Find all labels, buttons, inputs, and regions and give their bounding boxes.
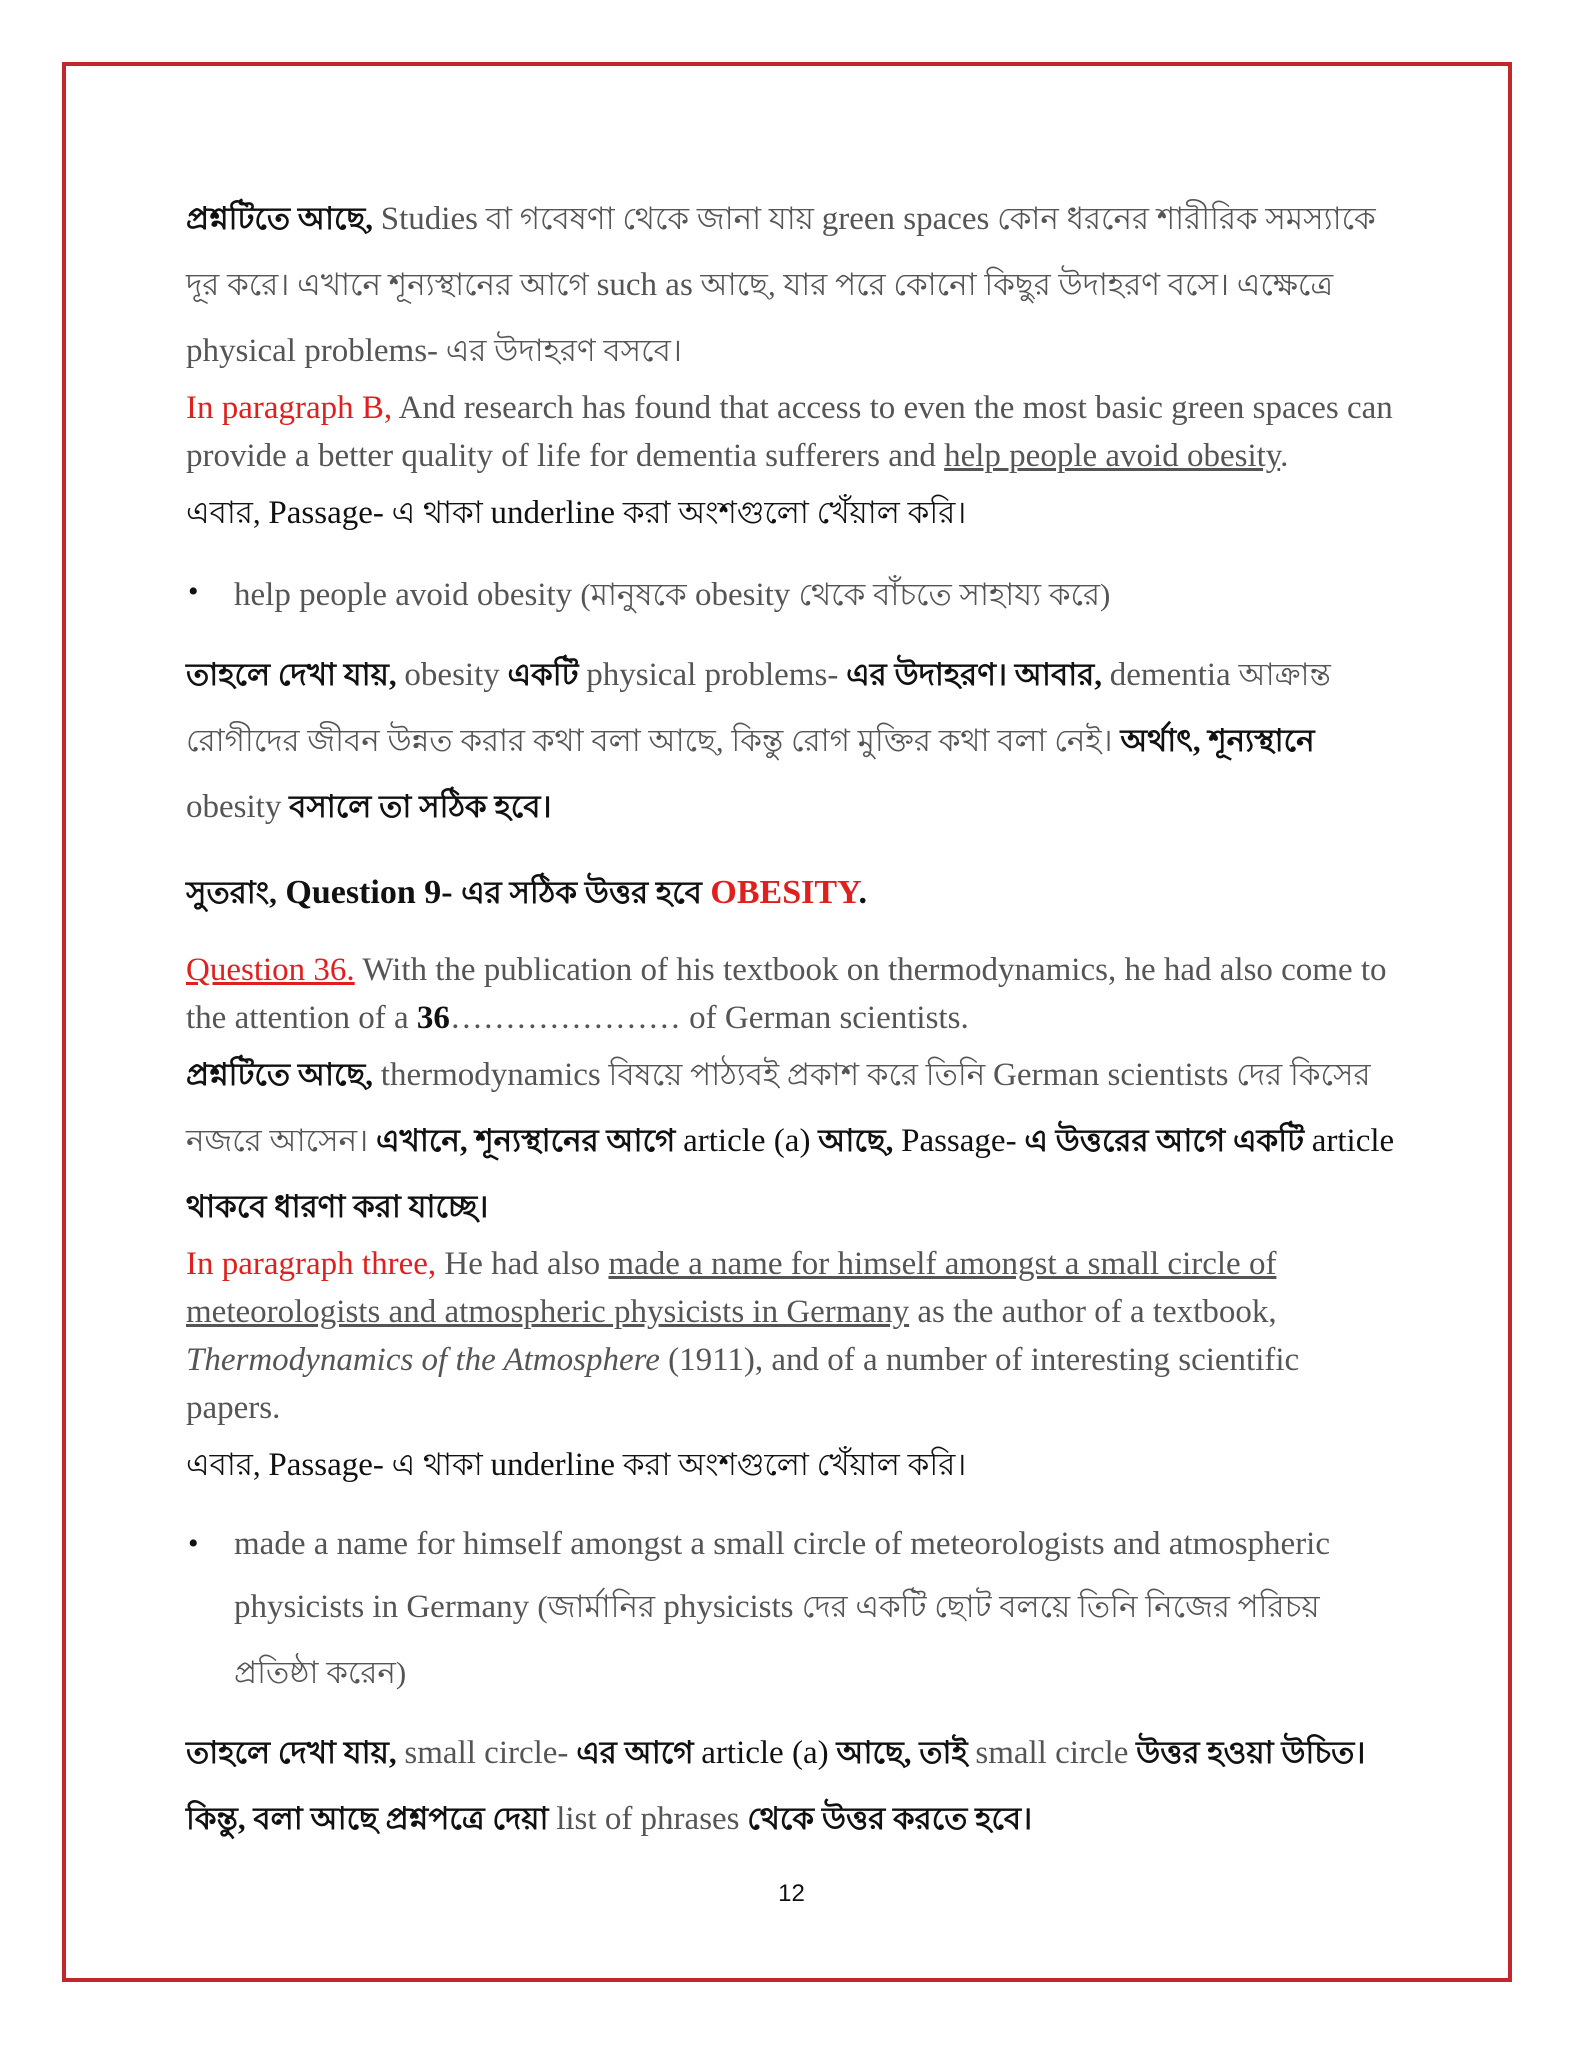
q36-question: Question 36. With the publication of his textbook on thermodynamics, he had also come to the attention of a 36………………… of German scientists. <box>186 952 1387 1036</box>
q9-passage-quote: In paragraph B, And research has found that access to even the most basic green spaces can provide a better quality of life for dementia sufferers and help people avoid obesity. <box>186 390 1393 474</box>
q9-look-underline-line: এবার, Passage- এ থাকা underline করা অংশগুলো খেঁয়াল করি। <box>186 495 967 531</box>
q36-passage-quote: In paragraph three, He had also made a name for himself amongst a small circle of meteorologists and atmospheric physicists in Germany as the author of a textbook, Thermodynamics of the Atmosphere (1911), and of a number of interesting scientific papers. <box>186 1246 1300 1426</box>
q9-conclusion-paragraph: তাহলে দেখা যায়, obesity একটি physical problems- এর উদাহরণ। আবার, dementia আক্রান্ত রোগীদের জীবন উন্নত করার কথা বলা আছে, কিন্তু রোগ মুক্তির কথা বলা নেই। অর্থাৎ, শূন্যস্থানে obesity বসালে তা সঠিক হবে। <box>186 657 1331 825</box>
q9-intro-paragraph: প্রশ্নটিতে আছে, Studies বা গবেষণা থেকে জানা যায় green spaces কোন ধরনের শারীরিক সমস্যাকে দূর করে। এখানে শূন্যস্থানের আগে such as আছে, যার পরে কোনো কিছুর উদাহরণ বসে। এক্ষেত্রে physical problems- এর উদাহরণ বসবে। <box>186 201 1376 369</box>
answer-value: OBESITY <box>710 874 859 911</box>
list-item: • help people avoid obesity (মানুষকে obesity থেকে বাঁচতে সাহায্য করে) <box>186 562 1396 628</box>
q9-answer-line: সুতরাং, Question 9- এর সঠিক উত্তর হবে OBESITY. <box>186 874 867 911</box>
page-content <box>186 186 1396 1852</box>
q36-intro-paragraph: প্রশ্নটিতে আছে, thermodynamics বিষয়ে পাঠ্যবই প্রকাশ করে তিনি German scientists দের কিসের নজরে আসেন। এখানে, শূন্যস্থানের আগে article (a) আছে, Passage- এ উত্তরের আগে একটি article থাকবে ধারণা করা যাচ্ছে। <box>186 1057 1395 1224</box>
q9-bullet-list <box>186 562 1396 628</box>
q36-bullet-list <box>186 1514 1396 1706</box>
q36-look-underline-line: এবার, Passage- এ থাকা underline করা অংশগুলো খেঁয়াল করি। <box>186 1447 967 1483</box>
list-item: • made a name for himself amongst a small circle of meteorologists and atmospheric physicists in Germany (জার্মানির physicists দের একটি ছোট বলয়ে তিনি নিজের পরিচয় প্রতিষ্ঠা করেন) <box>186 1514 1396 1706</box>
q36-conclusion-paragraph: তাহলে দেখা যায়, small circle- এর আগে article (a) আছে, তাই small circle উত্তর হওয়া উচিত। কিন্তু, বলা আছে প্রশ্নপত্রে দেয়া list of phrases থেকে উত্তর করতে হবে। <box>186 1735 1366 1837</box>
page-number: 12 <box>778 1880 805 1907</box>
